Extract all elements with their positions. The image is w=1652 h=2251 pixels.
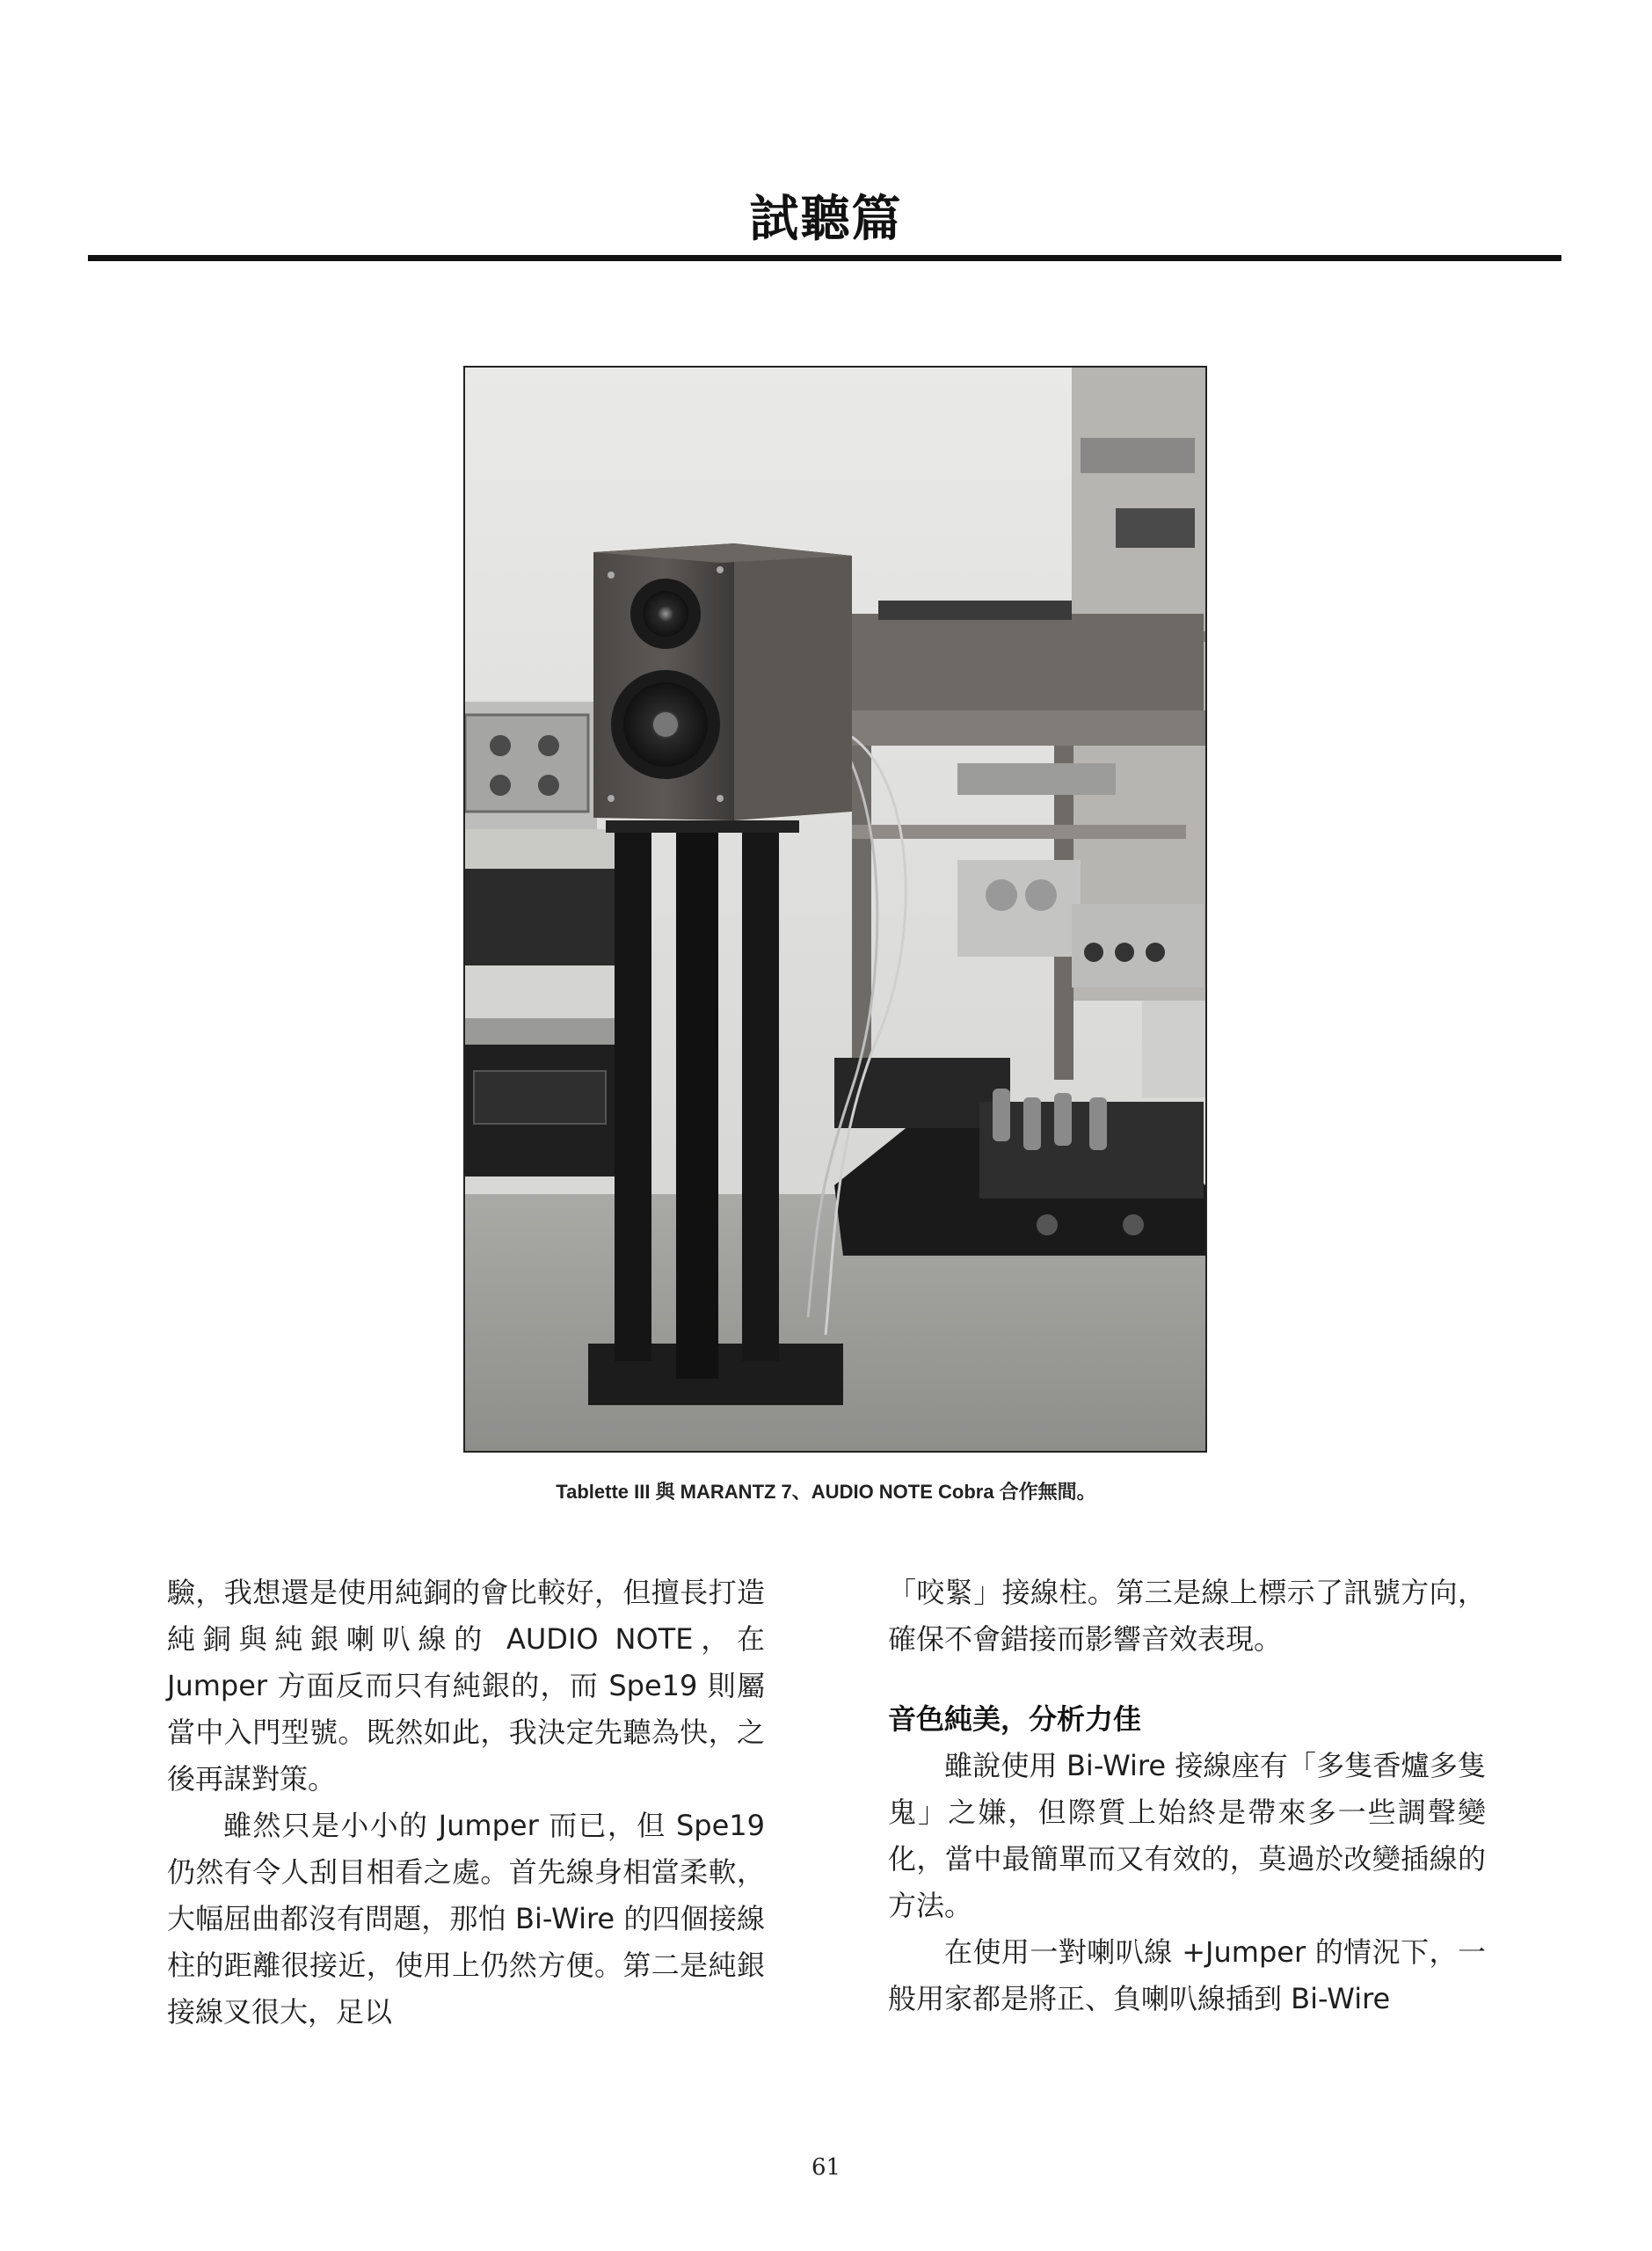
paragraph: 在使用一對喇叭線 +Jumper 的情況下，一般用家都是將正、負喇叭線插到 Bi-Wire bbox=[888, 1935, 1486, 2015]
page-title: 試聽篇 bbox=[749, 190, 903, 248]
right-column bbox=[888, 1570, 1486, 2022]
speaker-photo bbox=[463, 366, 1207, 1453]
left-column bbox=[167, 1570, 765, 2036]
paragraph: 雖說使用 Bi-Wire 接線座有「多隻香爐多隻鬼」之嫌，但際質上始終是帶來多一些調聲變化，當中最簡單而又有效的，莫過於改變插線的方法。 bbox=[888, 1749, 1486, 1922]
paragraph: 雖然只是小小的 Jumper 而已，但 Spe19 仍然有令人刮目相看之處。首先線身相當柔軟，大幅屈曲都沒有問題，那怕 Bi-Wire 的四個接線柱的距離很接近，使用上仍然方便。第二是純銀接線叉很大，足以 bbox=[167, 1809, 765, 2029]
section-heading: 音色純美，分析力佳 bbox=[888, 1702, 1142, 1736]
title-rule bbox=[88, 255, 1561, 261]
paragraph: 驗，我想還是使用純銅的會比較好，但擅長打造純銅與純銀喇叭線的 AUDIO NOTE，在 Jumper 方面反而只有純銀的，而 Spe19 則屬當中入門型號。既然如此，我決定先聽為快，之後再謀對策。 bbox=[167, 1576, 765, 1796]
paragraph: 「咬緊」接線柱。第三是線上標示了訊號方向，確保不會錯接而影響音效表現。 bbox=[888, 1576, 1486, 1656]
page-number: 61 bbox=[811, 2154, 841, 2181]
figure-caption: Tablette III 與 MARANTZ 7、AUDIO NOTE Cobra 合作無間。 bbox=[556, 1481, 1096, 1503]
